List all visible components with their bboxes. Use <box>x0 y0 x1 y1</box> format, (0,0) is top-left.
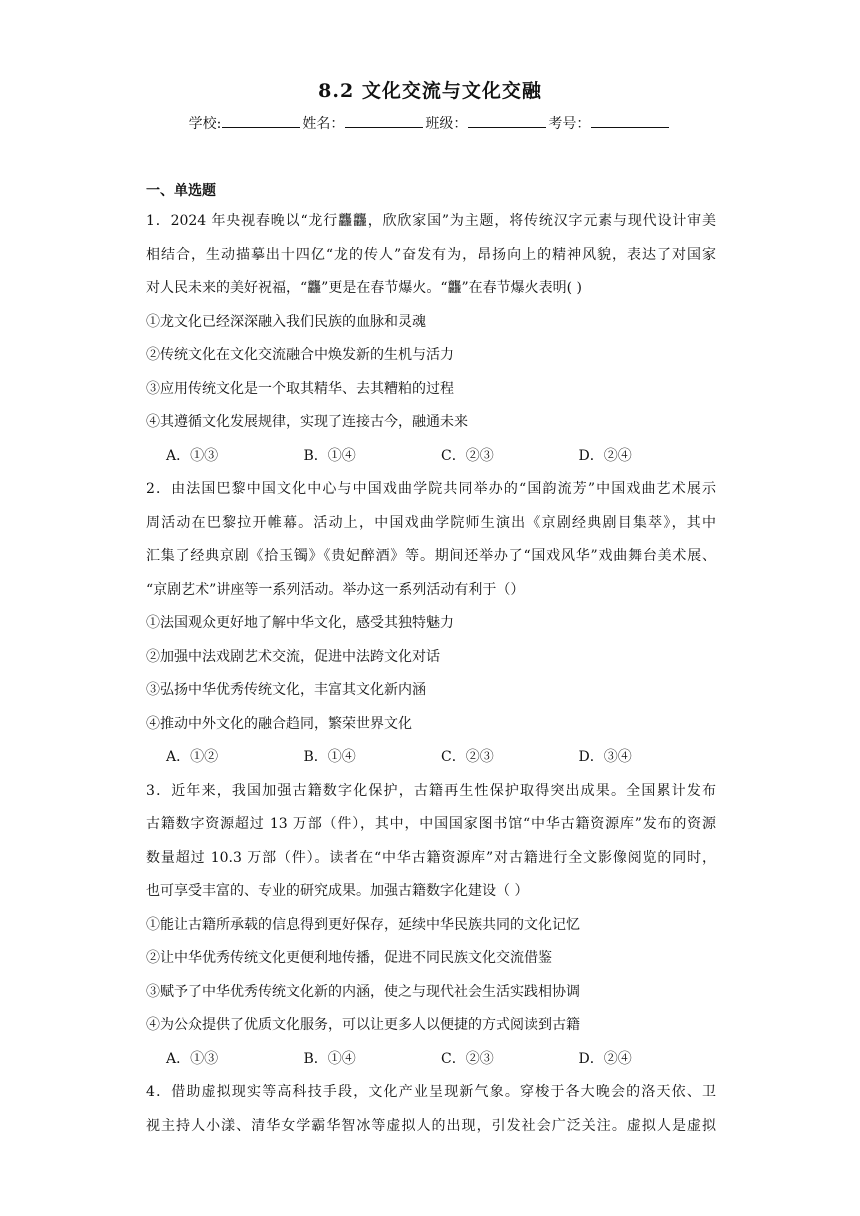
option-c[interactable]: C．②③ <box>441 447 494 464</box>
name-blank[interactable] <box>345 115 423 128</box>
option-a[interactable]: A．①③ <box>166 1050 219 1067</box>
question-stem-line: 3．近年来，我国加强古籍数字化保护，古籍再生性保护取得突出成果。全国累计发布 <box>146 782 716 799</box>
question-stem-line: 也可享受丰富的、专业的研究成果。加强古籍数字化建设（ ） <box>146 883 529 899</box>
option-c[interactable]: C．②③ <box>441 749 494 765</box>
exam-number-blank[interactable] <box>591 115 669 128</box>
school-blank[interactable] <box>222 115 300 128</box>
option-b[interactable]: B．①④ <box>303 1050 356 1067</box>
statement-2: ②加强中法戏剧艺术交流，促进中法跨文化对话 <box>146 648 440 665</box>
statement-4: ④其遵循文化发展规律，实现了连接古今，融通未来 <box>146 414 468 430</box>
question-2 <box>146 473 716 775</box>
option-a[interactable]: A．①③ <box>166 447 219 464</box>
question-3 <box>146 775 716 1077</box>
option-d[interactable]: D．②④ <box>578 447 632 464</box>
answer-options <box>146 741 716 775</box>
statement-1: ①龙文化已经深深融入我们民族的血脉和灵魂 <box>146 313 426 330</box>
question-list <box>146 205 716 1143</box>
statement-4: ④为公众提供了优质文化服务，可以让更多人以便捷的方式阅读到古籍 <box>146 1017 580 1033</box>
question-stem-line: 1．2024 年央视春晚以“龙行龘龘，欣欣家国”为主题，将传统汉字元素与现代设计审美 <box>146 213 716 229</box>
class-blank[interactable] <box>468 115 546 128</box>
question-stem-line: 4．借助虚拟现实等高科技手段，文化产业呈现新气象。穿梭于各大晚会的洛天依、卫 <box>146 1084 716 1100</box>
question-stem-line: “京剧艺术”讲座等一系列活动。举办这一系列活动有利于（） <box>146 581 525 598</box>
class-label: 班级： <box>425 116 468 132</box>
statement-4: ④推动中外文化的融合趋同，繁荣世界文化 <box>146 715 412 732</box>
school-label: 学校: <box>188 116 222 132</box>
option-d[interactable]: D．③④ <box>578 749 632 765</box>
student-info-line <box>0 113 860 133</box>
option-b[interactable]: B．①④ <box>303 749 356 765</box>
statement-2: ②让中华优秀传统文化更便利地传播，促进不同民族文化交流借鉴 <box>146 950 552 966</box>
option-c[interactable]: C．②③ <box>441 1050 494 1067</box>
statement-2: ②传统文化在文化交流融合中焕发新的生机与活力 <box>146 347 454 363</box>
option-d[interactable]: D．②④ <box>578 1050 632 1067</box>
page-title: 8.2 文化交流与文化交融 <box>318 80 542 102</box>
statement-1: ①能让古籍所承载的信息得到更好保存，延续中华民族共同的文化记忆 <box>146 916 580 933</box>
statement-1: ①法国观众更好地了解中华文化，感受其独特魅力 <box>146 615 454 631</box>
question-stem-line: 视主持人小漾、清华女学霸华智冰等虚拟人的出现，引发社会广泛关注。虚拟人是虚拟 <box>146 1117 716 1134</box>
exam-number-label: 考号： <box>548 116 591 132</box>
section-heading: 一、单选题 <box>146 183 216 199</box>
question-stem-line: 对人民未来的美好祝福，“龘”更是在春节爆火。“龘”在春节爆火表明( ) <box>146 280 583 296</box>
answer-options <box>146 440 716 474</box>
question-stem-line: 古籍数字资源超过 13 万部（件），其中，中国国家图书馆“中华古籍资源库”发布的资源 <box>146 816 716 832</box>
statement-3: ③应用传统文化是一个取其精华、去其糟粕的过程 <box>146 380 454 397</box>
name-label: 姓名： <box>302 116 345 132</box>
question-stem-line: 2．由法国巴黎中国文化中心与中国戏曲学院共同举办的“国韵流芳”中国戏曲艺术展示 <box>146 481 716 497</box>
option-b[interactable]: B．①④ <box>303 447 356 464</box>
statement-3: ③赋予了中华优秀传统文化新的内涵，使之与现代社会生活实践相协调 <box>146 983 580 1000</box>
question-stem-line: 数量超过 10.3 万部（件）。读者在“中华古籍资源库”对古籍进行全文影像阅览的同时， <box>146 849 716 866</box>
question-4 <box>146 1076 716 1143</box>
option-a[interactable]: A．①② <box>166 749 219 765</box>
question-stem-line: 周活动在巴黎拉开帷幕。活动上，中国戏曲学院师生演出《京剧经典剧目集萃》，其中 <box>146 514 716 531</box>
question-stem-line: 汇集了经典京剧《拾玉镯》《贵妃醉酒》等。期间还举办了“国戏风华”戏曲舞台美术展、 <box>146 548 716 564</box>
statement-3: ③弘扬中华优秀传统文化，丰富其文化新内涵 <box>146 682 426 698</box>
question-1 <box>146 205 716 473</box>
question-stem-line: 相结合，生动描摹出十四亿“龙的传人”奋发有为，昂扬向上的精神风貌，表达了对国家 <box>146 246 716 263</box>
answer-options <box>146 1043 716 1077</box>
